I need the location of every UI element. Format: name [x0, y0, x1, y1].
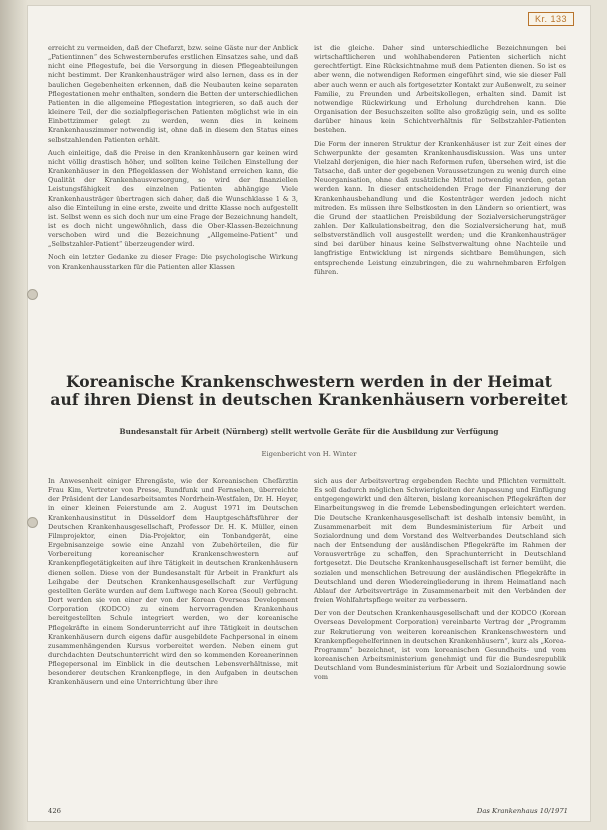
article-byline: Eigenbericht von H. Winter — [261, 450, 357, 458]
paragraph: Auch einleitige, daß die Preise in den Krankenhäusern gar keinen wird nicht völlig drastisch höher, und sollten keine Teilchen Einstellung der Krankenhäuser in den Pflegeklassen der Wohlstand erreichen kann, die Qualität der Krankenhausversorgung, so wird der finanziellen Leistungsfähigkeit des einzelnen Patienten abhängige Viele Krankenhausträger übertragen sich daher, daß die Wunschklasse 1 & 3, also die Einteilung in eine erste, zweite und dritte Klasse noch aufgestellt ist. Selbst wenn es sich doch nur um eine Frage der Bezeichnung handelt, ist es doch nicht ungewöhnlich, dass die Ober-Klassen-Bezeichnung verschoben wird und die Bezeichnung „Allgemeine-Patient“ und „Selbstzahler-Patient“ überzeugender wird. — [48, 148, 298, 249]
bottom-left-column — [48, 477, 298, 692]
bottom-right-column — [314, 477, 566, 686]
top-right-column — [314, 44, 566, 281]
punch-hole — [27, 517, 38, 528]
punch-hole — [27, 289, 38, 300]
paragraph: Die Form der inneren Struktur der Krankenhäuser ist zur Zeit eines der Schwerpunkte der gesamten Krankenhausdiskussion. Was uns unter Vielzahl derjenigen, die hier nach Reformen rufen, übersehen wird, ist die Tatsache, daß unter der gegebenen Voraussetzungen zu wenig durch eine Neuorganisation, ohne daß zusätzliche Mittel notwendig werden, getan werden kann. In dieser entscheidenden Frage der Finanzierung der Krankenhausbehandlung und die Kostenträger werden jedoch nicht mitreden. Es müssen ihre Selbstkosten in den Ländern so orientiert, was die Grund der staatlichen Preisbildung der Sozialversicherungsträger zahlen. Der Kalkulationsbeitrag, den die Sozialversicherung hat, muß selbstverständlich voll ausgestellt werden; und die Krankenhausträger sind bei darüber hinaus keine Selbstverwaltung ohne Nachteile und langfristige Entwicklung ist nirgends sichtbare Bemühungen, sich entsprechende Leistung einzubringen, die zu wahrnehmbaren Erfolgen führen. — [314, 139, 566, 276]
paragraph: Noch ein letzter Gedanke zu dieser Frage: Die psychologische Wirkung von Krankenhausstarken für die Patienten aller Klassen — [48, 253, 298, 271]
paragraph: sich aus der Arbeitsvertrag ergebenden Rechte und Pflichten vermittelt. Es soll dadurch möglichen Schwierigkeiten der Anpassung und Einfügung entgegengewirkt und den älteren, bislang koreanischen Pflegekräften der Einarbeitungsweg in die fremde Lebensbedingungen erleichtert werden. Die Deutsche Krankenhausgesellschaft ist deshalb intensiv bemüht, in Zusammenarbeit mit dem Bundesministerium für Arbeit und Sozialordnung und dem Vorstand des Weltverbandes Deutschland sich nach der Entsendung der ausländischen Pflegekräfte im Rahmen der Vorausverträge zu schaffen, den Sprachunterricht in Deutschland fortgesetzt. Die Deutsche Krankenhausgesellschaft ist ferner bemüht, die sozialen und menschlichen Betreuung der ausländischen Pflegekräfte in Deutschland und deren Wiedereingliederung in ihrem Heimatland nach Ablauf der Arbeitsverträge in Zusammenarbeit mit den Verbänden der freien Wohlfahrtspflege weiter zu verbessern. — [314, 477, 566, 605]
article-headline-line-1: Koreanische Krankenschwestern werden in der Heimat — [66, 372, 552, 391]
article-headline-line-2: auf ihren Dienst in deutschen Krankenhäusern vorbereitet — [50, 390, 568, 409]
paragraph: erreicht zu vermeiden, daß der Chefarzt, bzw. seine Gäste nur der Anblick „Patientinnen“ des Schwesternberufes erstlichen Einsatzes sahe, und daß nicht eine Pflegestufe, bei die Versorgung in diesen Pflegeabteilungen nicht bestimmt. Der Krankenhausträger wird also lernen, dass es in der baulichen Gegebenheiten erkennen, daß die Neubauten keine separaten Pflegestationen mehr enthalten, sondern die Betten der unterschiedlichen Patienten in die allgemeine Pflegestation integrieren, so daß auch der kleinere Teil, der die sozialpflegerischen Patienten möglichst wie in ein Einbettzimmer gelegt zu werden, wenn dies in keinem Krankenhauszimmer notwendig ist, ohne daß in diesem den Status eines selbstzahlenden Patienten erhält. — [48, 44, 298, 144]
paragraph: ist die gleiche. Daher sind unterschiedliche Bezeichnungen bei wirtschaftlicheren und wohlhabenderen Patienten sicherlich nicht gerechtfertigt. Eine Rücksichtnahme muß dem Patienten dienen. So ist es aber wenn, die notwendigen Reformen eingeführt sind, wie sie dieser Fall aber auch wenn er auch als fortgesetzter Kontakt zur Außenwelt, zu seiner Familie, zu Freunden und Arbeitskollegen, erhalten sind. Damit ist notwendige Rückwirkung und Erholung durchdrehen kann. Die Organisation der Besuchszeiten sollte also großzügig sein, und es sollte darüber hinaus kein Schichtverhältnis für Selbstzahler-Patienten bestehen. — [314, 44, 566, 135]
document-page — [28, 6, 590, 821]
journal-reference: Das Krankenhaus 10/1971 — [476, 807, 568, 815]
book-binding-edge — [0, 0, 28, 830]
archive-stamp: Kr. 133 — [528, 12, 574, 26]
paragraph: In Anwesenheit einiger Ehrengäste, wie der Koreanischen Chefärztin Frau Kim, Vertreter von Presse, Rundfunk und Fernsehen, überreichte der Präsident der Landesarbeitsamtes Nordrhein-Westfalen, Dr. H. Heyer, in einer kleinen Feierstunde am 2. August 1971 im Deutschen Krankenhausinstitut in Düsseldorf dem Hauptgeschäftsführer der Deutschen Krankenhausgesellschaft, Professor Dr. H. K. Müller, einen Filmprojektor, einen Dia-Projektor, ein Tonbandgerät, eine Ergebnisanzeige sowie eine Anzahl von Zubehörteilen, die für Vorbereitung koreanischer Krankenschwestern auf Krankenpflegetätigkeiten auf ihre Tätigkeit in deutschen Krankenhäusern dienen sollen. Diese von der Bundesanstalt für Arbeit in Frankfurt als Leihgabe der Deutschen Krankenhausgesellschaft zur Verfügung gestellten Geräte wurden auf dem Luftwege nach Korea (Seoul) gebracht. Dort werden sie von einer der von der Korean Overseas Development Corporation (KODCO) zu einem hervorragenden Krankenhaus bereitgestellten Schule integriert werden, wo der koreanische Pflegekräfte in einem Sonderunterricht auf ihre Tätigkeit in deutschen Krankenhäusern durch eigens dafür ausgebildete Fachpersonal in einem zusammenhängenden Kursus vorbereitet werden. Neben einem gut durchdachten Deutschunterricht wird den so kommenden Koreanerinnen Pflegepersonal im Einblick in die deutschen Lebensverhältnisse, mit besonderer deutschen Krankenpflege, in den Aufgaben in deutschen Krankenhäusern und eine Unterrichtung über ihre — [48, 477, 298, 687]
paragraph: Der von der Deutschen Krankenhausgesellschaft und der KODCO (Korean Overseas Development Corporation) vereinbarte Vertrag der „Programm zur Rekrutierung von weiteren koreanischen Krankenschwestern und Krankenpflegehelferinnen in deutschen Krankenhäusern“, kurz als „Korea-Programm“ bezeichnet, ist vom koreanischen Gesundheits- und vom koreanischen Arbeitsministerium genehmigt und für die Bundesrepublik Deutschland vom Bundesministerium für Arbeit und Sozialordnung sowie vom — [314, 609, 566, 682]
page-number: 426 — [48, 807, 61, 815]
article-subtitle: Bundesanstalt für Arbeit (Nürnberg) stellt wertvolle Geräte für die Ausbildung zur Verfügung — [119, 427, 499, 436]
top-left-column — [48, 44, 298, 276]
